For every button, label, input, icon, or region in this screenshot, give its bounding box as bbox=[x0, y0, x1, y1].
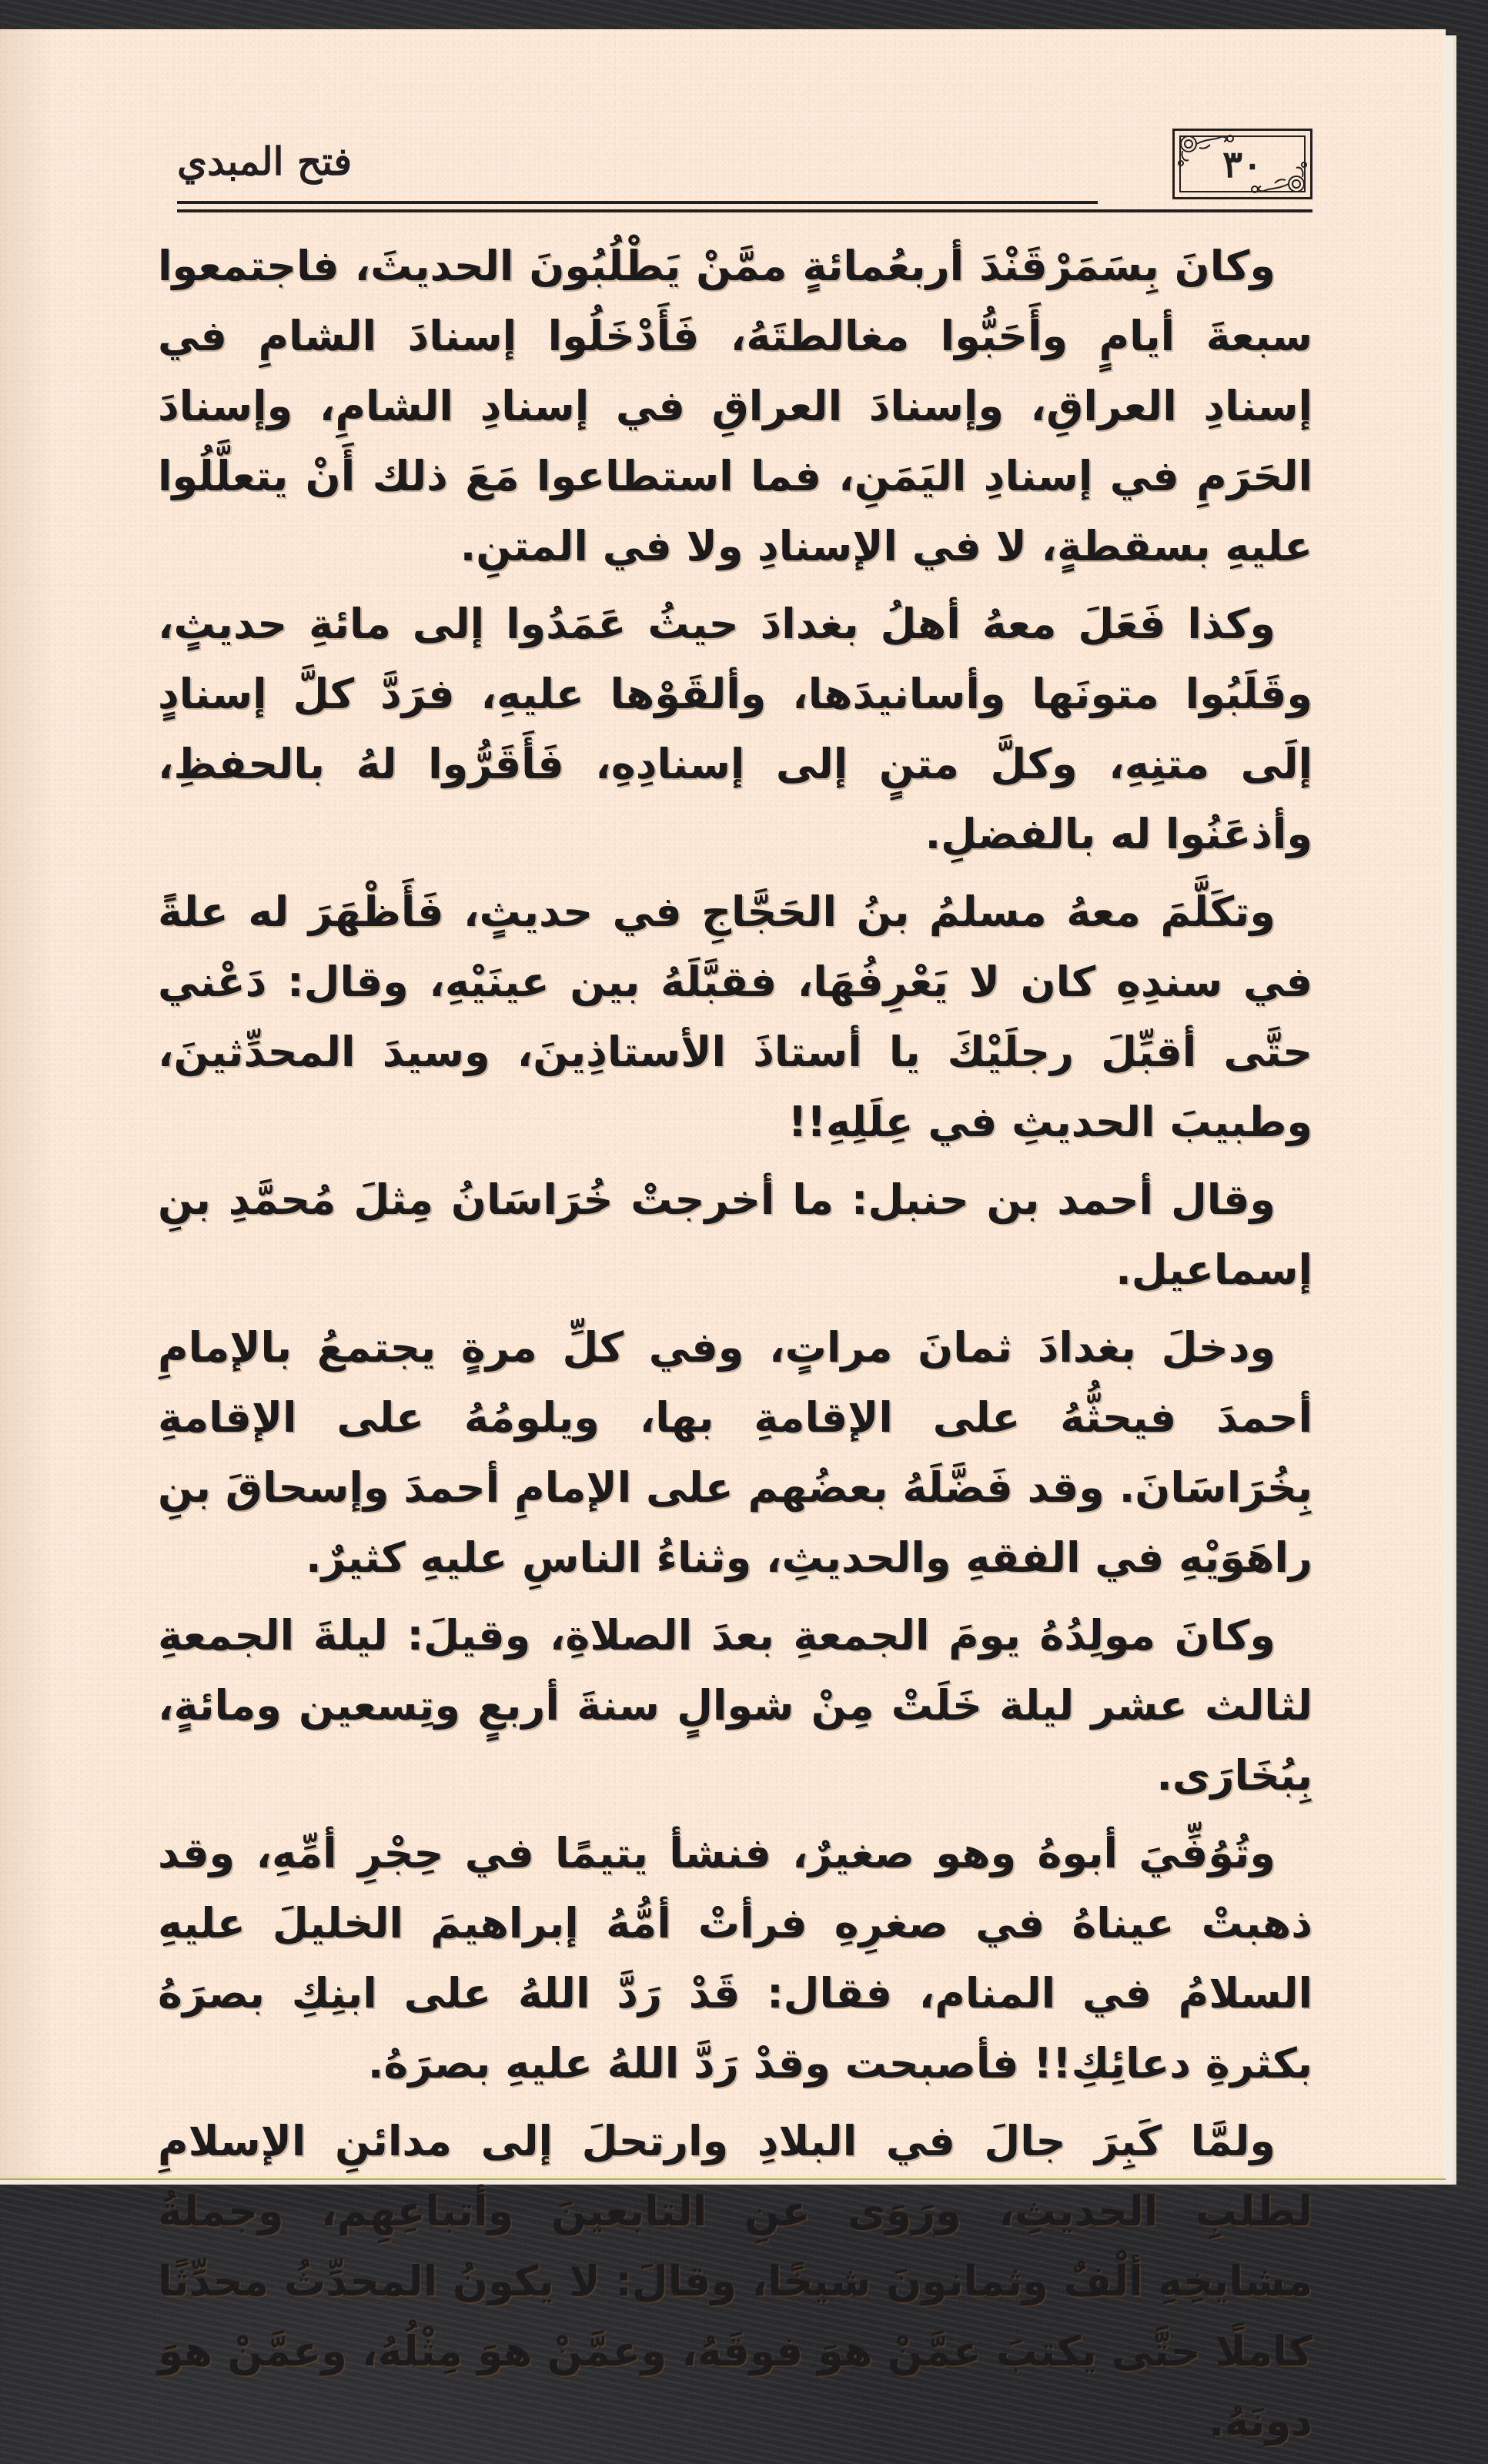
header-rule-lower bbox=[177, 209, 1312, 212]
page-header bbox=[177, 106, 1312, 214]
paragraph: وتكَلَّمَ معهُ مسلمُ بنُ الحَجَّاجِ في حديثٍ، فَأَظْهَرَ له علةً في سندِهِ كان لا يَعْرِفُهَا، فقبَّلَهُ بين عينَيْهِ، وقال: دَعْني حتَّى أقبِّلَ رجلَيْكَ يا أستاذَ الأستاذِينَ، وسيدَ المحدِّثينَ، وطبيبَ الحديثِ في عِلَلِهِ!! bbox=[158, 888, 1312, 1146]
paragraph: وكانَ بِسَمَرْقَنْدَ أربعُمائةٍ ممَّنْ يَطْلُبُونَ الحديثَ، فاجتمعوا سبعةَ أيامٍ وأَحَبُّوا مغالطتَهُ، فَأَدْخَلُوا إسنادَ الشامِ في إسنادِ العراقِ، وإسنادَ العراقِ في إسنادِ الشامِ، وإسنادَ الحَرَمِ في إسنادِ اليَمَنِ، فما استطاعوا مَعَ ذلك أَنْ يتعلَّلُوا عليهِ بسقطةٍ، لا في الإسنادِ ولا في المتنِ. bbox=[158, 242, 1312, 570]
running-title: فتح المبدي bbox=[177, 139, 353, 184]
paragraph: ولمَّا كَبِرَ جالَ في البلادِ وارتحلَ إلى مدائنِ الإسلامِ لطلبِ الحديثِ، ورَوَى عنِ التابعينَ وأتباعِهِم، وجملةُ مشايخِهِ ألْفٌ وثمانونَ شيخًا، وقالَ: لا يكونُ المحدِّثُ محدِّثًا كاملًا حتَّى يكتبَ عمَّنْ هوَ فوقَهُ، وعمَّنْ هوَ مِثْلُهُ، وعمَّنْ هوَ دونَهُ. bbox=[158, 2117, 1312, 2446]
page-number: ٣٠ bbox=[1222, 143, 1262, 186]
page-number-frame bbox=[1172, 129, 1312, 199]
header-rule-upper bbox=[177, 201, 1098, 204]
paragraph: وكانَ مولِدُهُ يومَ الجمعةِ بعدَ الصلاةِ، وقيلَ: ليلةَ الجمعةِ لثالث عشر ليلة خَلَتْ مِنْ شوالٍ سنةَ أربعٍ وتِسعين ومائةٍ، بِبُخَارَى. bbox=[158, 1611, 1312, 1800]
paragraph: ودخلَ بغدادَ ثمانَ مراتٍ، وفي كلِّ مرةٍ يجتمعُ بالإمامِ أحمدَ فيحثُّهُ على الإقامةِ بها، ويلومُهُ على الإقامةِ بِخُرَاسَانَ. وقد فَضَّلَهُ بعضُهم على الإمامِ أحمدَ وإسحاقَ بنِ راهَوَيْهِ في الفقهِ والحديثِ، وثناءُ الناسِ عليهِ كثيرٌ. bbox=[158, 1323, 1312, 1582]
paragraph: وتُوُفِّيَ أبوهُ وهو صغيرٌ، فنشأ يتيمًا في حِجْرِ أمِّهِ، وقد ذهبتْ عيناهُ في صغرِهِ فرأتْ أمُّهُ إبراهيمَ الخليلَ عليهِ السلامُ في المنام، فقال: قَدْ رَدَّ اللهُ على ابنِكِ بصرَهُ بكثرةِ دعائِكِ!! فأصبحت وقدْ رَدَّ اللهُ عليهِ بصرَهُ. bbox=[158, 1829, 1312, 2088]
paragraph: وقال أحمد بن حنبل: ما أخرجتْ خُرَاسَانُ مِثلَ مُحمَّدِ بنِ إسماعيل. bbox=[158, 1175, 1312, 1294]
body-text bbox=[158, 231, 1312, 2464]
book-page bbox=[0, 29, 1446, 2446]
paragraph: وكذا فَعَلَ معهُ أهلُ بغدادَ حيثُ عَمَدُوا إلى مائةِ حديثٍ، وقَلَبُوا متونَها وأسانيدَها، وألقَوْها عليهِ، فرَدَّ كلَّ إسنادٍ إلَى متنِهِ، وكلَّ متنٍ إلى إسنادِهِ، فَأَقَرُّوا لهُ بالحفظِ، وأذعَنُوا له بالفضلِ. bbox=[158, 600, 1312, 858]
